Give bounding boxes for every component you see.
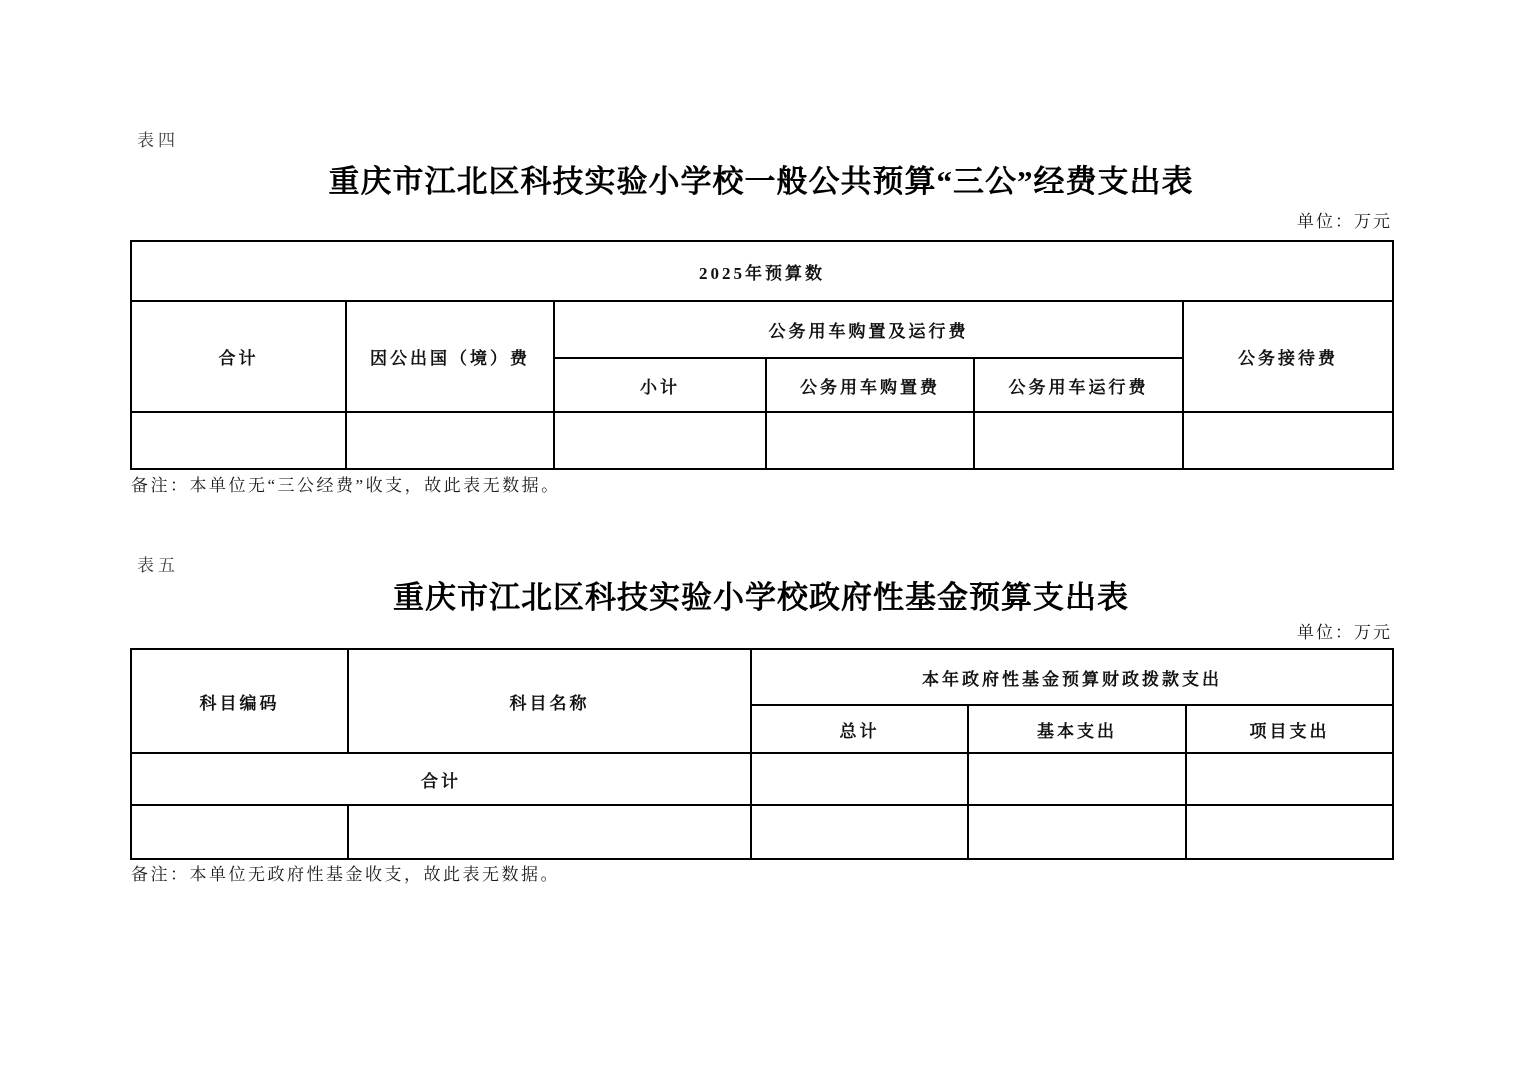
t4-header-year: 2025年预算数 <box>131 241 1393 301</box>
t4-empty-cell <box>766 412 974 469</box>
table5-title: 重庆市江北区科技实验小学校政府性基金预算支出表 <box>393 580 1129 615</box>
t5-header-basic: 基本支出 <box>968 705 1186 753</box>
t4-header-total: 合计 <box>131 301 346 412</box>
t5-total-label: 合计 <box>131 753 751 805</box>
t4-empty-cell <box>346 412 554 469</box>
three-public-expense-table <box>130 240 1394 470</box>
t5-empty-cell <box>1186 805 1393 859</box>
t5-empty-cell <box>348 805 751 859</box>
t4-header-reception: 公务接待费 <box>1183 301 1393 412</box>
t4-empty-cell <box>131 412 346 469</box>
table4-note: 备注：本单位无“三公经费”收支，故此表无数据。 <box>131 476 561 495</box>
t5-empty-cell <box>751 805 968 859</box>
t4-empty-cell <box>1183 412 1393 469</box>
t5-empty-cell <box>1186 753 1393 805</box>
t4-header-purchase: 公务用车购置费 <box>766 358 974 412</box>
t5-empty-cell <box>131 805 348 859</box>
t5-header-fund-group: 本年政府性基金预算财政拨款支出 <box>751 649 1393 705</box>
t5-header-code: 科目编码 <box>131 649 348 753</box>
t5-total-row <box>131 753 1393 805</box>
t4-data-row <box>131 412 1393 469</box>
table4-title: 重庆市江北区科技实验小学校一般公共预算“三公”经费支出表 <box>328 164 1194 199</box>
t4-header-operation: 公务用车运行费 <box>974 358 1183 412</box>
t4-header-abroad: 因公出国（境）费 <box>346 301 554 412</box>
t4-header-subtotal: 小计 <box>554 358 766 412</box>
t4-empty-cell <box>974 412 1183 469</box>
table5-unit-label: 单位：万元 <box>1297 623 1392 642</box>
t5-empty-cell <box>751 753 968 805</box>
t4-empty-cell <box>554 412 766 469</box>
government-fund-budget-table <box>130 648 1394 860</box>
t5-header-project: 项目支出 <box>1186 705 1393 753</box>
t5-empty-cell <box>968 753 1186 805</box>
t5-data-row <box>131 805 1393 859</box>
table5-note: 备注：本单位无政府性基金收支，故此表无数据。 <box>131 865 560 884</box>
t4-header-vehicle-group: 公务用车购置及运行费 <box>554 301 1183 358</box>
t5-empty-cell <box>968 805 1186 859</box>
table4-unit-label: 单位：万元 <box>1297 212 1392 231</box>
table5-tag: 表五 <box>137 556 179 575</box>
table4-tag: 表四 <box>137 131 179 150</box>
t5-header-grand-total: 总计 <box>751 705 968 753</box>
t5-header-name: 科目名称 <box>348 649 751 753</box>
